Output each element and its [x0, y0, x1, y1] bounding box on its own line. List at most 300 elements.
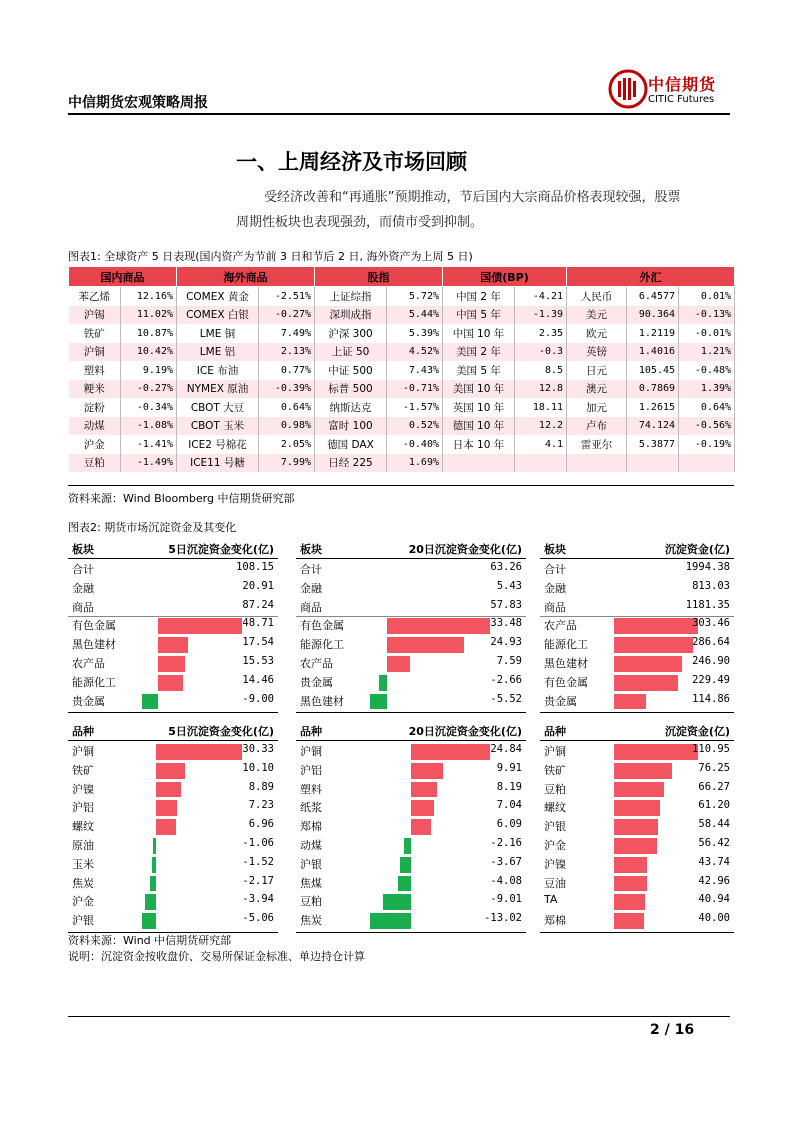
- panel-value-label: 5日沉淀资金变化(亿): [168, 543, 274, 556]
- table-cell: -0.39%: [259, 380, 315, 399]
- table-row: [69, 306, 735, 325]
- bar-value-label: -3.94: [242, 893, 274, 906]
- bar-value-label: 229.49: [692, 673, 730, 686]
- table-cell: 6.4577: [627, 287, 679, 306]
- table-cell: 德国 10 年: [443, 417, 515, 436]
- table-cell: -0.19%: [679, 435, 735, 454]
- bar-label: 铁矿: [544, 763, 566, 777]
- panel-row-value: 63.26: [490, 561, 522, 573]
- bar-label: 沪银: [72, 914, 94, 928]
- bar-label: 有色金属: [300, 619, 344, 633]
- bar-label: 豆粕: [544, 782, 566, 796]
- panel-row-label: 金融: [300, 581, 322, 595]
- asset-performance-table: [68, 266, 735, 472]
- bar-label: 沪铜: [300, 745, 322, 758]
- figure2-note: 说明：沉淀资金按收盘价、交易所保证金标准、单边持仓计算: [68, 950, 365, 963]
- table-cell: 7.49%: [259, 324, 315, 343]
- panel-top-rule: [540, 558, 734, 559]
- table-row: [69, 417, 735, 436]
- table-cell: 纳斯达克: [315, 398, 387, 417]
- bar-label: 豆油: [544, 876, 566, 890]
- table-cell: LME 铜: [177, 324, 259, 343]
- bar-value-label: 24.93: [490, 636, 522, 649]
- bar: [400, 857, 412, 873]
- table-cell: 74.124: [627, 417, 679, 436]
- table-cell: 0.77%: [259, 361, 315, 380]
- table-cell: 2.13%: [259, 343, 315, 362]
- figure1-title: 图表1: 全球资产 5 日表现(国内资产为节前 3 日和节后 2 日, 海外资产为上周 5 日): [68, 250, 473, 263]
- table-cell: 0.01%: [679, 287, 735, 306]
- bar-label: 郑棉: [544, 914, 566, 928]
- table-header-row: [69, 267, 735, 287]
- table-cell: -1.41%: [121, 435, 177, 454]
- bar-value-label: 76.25: [698, 761, 730, 774]
- bar-value-label: 17.54: [242, 636, 274, 649]
- table-bottom-rule: [68, 485, 734, 486]
- panel-top-rule: [68, 740, 278, 741]
- table-cell: ICE2 号棉花: [177, 435, 259, 454]
- bar-value-label: 8.89: [248, 780, 274, 793]
- paragraph-line-1: 受经济改善和“再通胀”预期推动，节后国内大宗商品价格表现较强，股票: [264, 190, 681, 205]
- panel-row-label: 合计: [544, 563, 566, 576]
- header-overseas-commodities: 海外商品: [177, 267, 315, 287]
- table-cell: 7.99%: [259, 454, 315, 473]
- table-cell: -1.49%: [121, 454, 177, 473]
- table-row: [69, 435, 735, 454]
- bar: [614, 894, 645, 910]
- table-cell: 2.35: [515, 324, 567, 343]
- bar-label: 沪铝: [300, 763, 322, 777]
- table-cell: 德国 DAX: [315, 435, 387, 454]
- panel-top-rule: [296, 740, 526, 741]
- table-cell: ICE 布油: [177, 361, 259, 380]
- panel-top-rule: [296, 558, 526, 559]
- bar: [370, 694, 387, 710]
- panel-col-label: 板块: [300, 543, 322, 556]
- table-cell: 美国 10 年: [443, 380, 515, 399]
- table-cell: 沪金: [69, 435, 121, 454]
- bar: [150, 876, 156, 892]
- table-cell: 0.64%: [259, 398, 315, 417]
- bar-value-label: 10.10: [242, 761, 274, 774]
- table-cell: -1.08%: [121, 417, 177, 436]
- bar-value-label: 246.90: [692, 655, 730, 667]
- panel-row-label: 商品: [72, 600, 94, 614]
- bar-label: 沪银: [300, 857, 322, 871]
- panel-bottom-rule: [296, 932, 526, 933]
- bar-label: 黑色建材: [300, 694, 344, 708]
- table-cell: 沪锡: [69, 306, 121, 325]
- table-cell: 富时 100: [315, 417, 387, 436]
- table-cell: 1.2615: [627, 398, 679, 417]
- bar-label: 郑棉: [300, 820, 322, 834]
- section-title: 一、上周经济及市场回顾: [236, 150, 467, 174]
- bar-label: 铁矿: [72, 763, 94, 777]
- panel-row-value: 1181.35: [685, 598, 730, 611]
- bar-label: 贵金属: [544, 694, 577, 708]
- bar-label: 农产品: [300, 657, 333, 670]
- bar-value-label: 66.27: [698, 780, 730, 793]
- bar: [152, 857, 156, 873]
- table-cell: 中国 5 年: [443, 306, 515, 325]
- bar: [142, 913, 156, 929]
- table-cell: -0.01%: [679, 324, 735, 343]
- header-fx: 外汇: [567, 267, 735, 287]
- table-cell: 8.5: [515, 361, 567, 380]
- bar: [411, 800, 433, 816]
- table-cell: 5.72%: [387, 287, 443, 306]
- bar: [158, 675, 183, 691]
- panel-value-label: 沉淀资金(亿): [664, 543, 730, 556]
- table-cell: 标普 500: [315, 380, 387, 399]
- table-cell: [627, 454, 679, 473]
- panel-bottom-rule: [68, 712, 278, 713]
- bar: [411, 782, 437, 798]
- panel-row-label: 金融: [72, 581, 94, 595]
- panel-value-label: 沉淀资金(亿): [664, 725, 730, 738]
- table-row: [69, 398, 735, 417]
- bar-label: 能源化工: [544, 638, 588, 652]
- table-cell: 5.3877: [627, 435, 679, 454]
- table-cell: 中国 10 年: [443, 324, 515, 343]
- bar-value-label: 6.09: [496, 818, 522, 831]
- table-cell: 塑料: [69, 361, 121, 380]
- table-cell: 日元: [567, 361, 627, 380]
- panel-row-value: 57.83: [490, 598, 522, 611]
- table-cell: -0.34%: [121, 398, 177, 417]
- table-cell: 10.42%: [121, 343, 177, 362]
- table-cell: 9.19%: [121, 361, 177, 380]
- table-cell: 澳元: [567, 380, 627, 399]
- bar-label: 沪铜: [544, 745, 566, 758]
- bar-label: 能源化工: [300, 638, 344, 652]
- bar-value-label: -2.16: [490, 837, 522, 849]
- table-cell: 0.64%: [679, 398, 735, 417]
- table-cell: -0.3: [515, 343, 567, 362]
- table-cell: LME 铝: [177, 343, 259, 362]
- table-cell: -1.39: [515, 306, 567, 325]
- bar: [142, 694, 158, 710]
- table-cell: 0.52%: [387, 417, 443, 436]
- table-cell: 深圳成指: [315, 306, 387, 325]
- panel-row-label: 合计: [300, 563, 322, 576]
- bar: [614, 876, 647, 892]
- panel-row-label: 商品: [544, 600, 566, 614]
- bar: [156, 763, 185, 779]
- panel-top-rule: [68, 558, 278, 559]
- table-row: [69, 324, 735, 343]
- table-row: [69, 361, 735, 380]
- table-cell: 英镑: [567, 343, 627, 362]
- bar-label: 沪金: [72, 895, 94, 909]
- panel-value-label: 20日沉淀资金变化(亿): [408, 543, 522, 556]
- table-cell: 中证 500: [315, 361, 387, 380]
- panel-row-value: 5.43: [496, 579, 522, 592]
- table-cell: 粳米: [69, 380, 121, 399]
- table-cell: -2.51%: [259, 287, 315, 306]
- panel-top-rule: [540, 740, 734, 741]
- table-cell: 1.2119: [627, 324, 679, 343]
- bar-label: 贵金属: [300, 675, 333, 689]
- bar-label: 动煤: [300, 839, 322, 852]
- table-cell: 铁矿: [69, 324, 121, 343]
- bar-label: 原油: [72, 839, 94, 852]
- bar-value-label: 9.91: [496, 761, 522, 774]
- bar-label: 纸浆: [300, 801, 322, 815]
- table-cell: COMEX 白银: [177, 306, 259, 325]
- bar-value-label: -4.08: [490, 874, 522, 887]
- bar-value-label: 6.96: [248, 818, 274, 831]
- bar-value-label: 30.33: [242, 743, 274, 755]
- bar-value-label: 286.64: [692, 636, 730, 649]
- table-row: [69, 343, 735, 362]
- bar-label: 有色金属: [72, 619, 116, 633]
- table-cell: -0.27%: [121, 380, 177, 399]
- table-cell: 美国 5 年: [443, 361, 515, 380]
- panel-bottom-rule: [540, 932, 734, 933]
- table-cell: CBOT 大豆: [177, 398, 259, 417]
- table-cell: 沪铜: [69, 343, 121, 362]
- panel-col-label: 品种: [72, 725, 94, 738]
- header-stock-indices: 股指: [315, 267, 443, 287]
- bar-label: 农产品: [72, 657, 105, 670]
- bar-value-label: 24.84: [490, 743, 522, 755]
- bar-value-label: -1.52: [242, 855, 274, 868]
- logo-chinese-name: 中信期货: [648, 75, 717, 94]
- bar: [156, 800, 176, 816]
- bar: [379, 675, 387, 691]
- bar-value-label: -9.01: [490, 893, 522, 906]
- table-cell: -1.57%: [387, 398, 443, 417]
- table-cell: 1.39%: [679, 380, 735, 399]
- bar-value-label: 48.71: [242, 617, 274, 630]
- bar-value-label: 40.94: [698, 893, 730, 906]
- header-rule: [68, 113, 730, 115]
- bar-value-label: -5.52: [490, 692, 522, 705]
- bar: [614, 694, 646, 710]
- panel-row-label: 金融: [544, 581, 566, 595]
- table-cell: ICE11 号糖: [177, 454, 259, 473]
- bar-value-label: 56.42: [698, 837, 730, 849]
- bar-label: 贵金属: [72, 694, 105, 708]
- footer-rule: [68, 1016, 730, 1017]
- panel-col-label: 板块: [544, 543, 566, 556]
- bar: [614, 913, 644, 929]
- table-cell: 12.16%: [121, 287, 177, 306]
- bar-label: 焦炭: [72, 876, 94, 890]
- table-cell: 加元: [567, 398, 627, 417]
- bar: [145, 894, 156, 910]
- table-cell: 4.1: [515, 435, 567, 454]
- bar-value-label: 33.48: [490, 617, 522, 630]
- panel-value-label: 20日沉淀资金变化(亿): [408, 725, 522, 738]
- panel-row-value: 87.24: [242, 598, 274, 611]
- table-cell: 7.43%: [387, 361, 443, 380]
- table-cell: 动煤: [69, 417, 121, 436]
- bar-label: 沪铜: [72, 745, 94, 758]
- header-bonds: 国债(BP): [443, 267, 567, 287]
- panel-bottom-rule: [296, 712, 526, 713]
- bar-label: 农产品: [544, 619, 577, 633]
- table-cell: NYMEX 原油: [177, 380, 259, 399]
- panel-row-value: 813.03: [692, 579, 730, 592]
- bar-value-label: 7.23: [248, 799, 274, 812]
- bar-value-label: -9.00: [242, 692, 274, 705]
- panel-col-label: 品种: [544, 725, 566, 738]
- bar: [404, 838, 411, 854]
- bar-value-label: 61.20: [698, 799, 730, 812]
- bar-label: 沪镍: [544, 857, 566, 871]
- bar-value-label: 110.95: [692, 743, 730, 755]
- bar: [411, 819, 430, 835]
- table-cell: 人民币: [567, 287, 627, 306]
- table-cell: 1.69%: [387, 454, 443, 473]
- bar: [158, 656, 185, 672]
- table-cell: 1.21%: [679, 343, 735, 362]
- bar-value-label: 40.00: [698, 912, 730, 925]
- bar-label: 沪银: [544, 820, 566, 834]
- header-domestic-commodities: 国内商品: [69, 267, 177, 287]
- bar-value-label: 114.86: [692, 692, 730, 705]
- table-cell: 美国 2 年: [443, 343, 515, 362]
- panel-col-label: 品种: [300, 725, 322, 738]
- table-cell: -0.13%: [679, 306, 735, 325]
- bar-value-label: 43.74: [698, 855, 730, 868]
- table-cell: 1.4016: [627, 343, 679, 362]
- table-cell: -0.56%: [679, 417, 735, 436]
- bar: [158, 637, 188, 653]
- table-cell: 2.05%: [259, 435, 315, 454]
- bar-label: 螺纹: [72, 820, 94, 834]
- table-row: [69, 287, 735, 306]
- table-cell: 12.8: [515, 380, 567, 399]
- bar-label: 螺纹: [544, 801, 566, 815]
- table-cell: 105.45: [627, 361, 679, 380]
- bar: [156, 819, 176, 835]
- panel-row-label: 商品: [300, 600, 322, 614]
- page-number: 2 / 16: [650, 1022, 695, 1038]
- bar-label: 焦煤: [300, 876, 322, 890]
- bar: [370, 913, 411, 929]
- bar-label: 玉米: [72, 857, 94, 871]
- bar-label: 沪镍: [72, 782, 94, 796]
- bar-label: 豆粕: [300, 895, 322, 909]
- bar: [156, 782, 181, 798]
- bar-label: 沪金: [544, 839, 566, 852]
- bar: [387, 656, 410, 672]
- table-cell: 日经 225: [315, 454, 387, 473]
- table-cell: 11.02%: [121, 306, 177, 325]
- bar-value-label: 7.04: [496, 799, 522, 812]
- bar-value-label: 14.46: [242, 673, 274, 686]
- bar-label: 能源化工: [72, 675, 116, 689]
- panel-row-value: 108.15: [236, 561, 274, 573]
- table-cell: 上证综指: [315, 287, 387, 306]
- table-cell: 5.44%: [387, 306, 443, 325]
- bar: [383, 894, 412, 910]
- table-cell: 美元: [567, 306, 627, 325]
- panel-row-value: 20.91: [242, 579, 274, 592]
- table-cell: 雷亚尔: [567, 435, 627, 454]
- table-cell: 豆粕: [69, 454, 121, 473]
- figure1-source: 资料来源：Wind Bloomberg 中信期货研究部: [68, 492, 295, 505]
- table-cell: 上证 50: [315, 343, 387, 362]
- bar-value-label: 58.44: [698, 818, 730, 831]
- table-cell: 中国 2 年: [443, 287, 515, 306]
- bar-value-label: -2.17: [242, 874, 274, 887]
- bar-value-label: -2.66: [490, 673, 522, 686]
- figure2-source: 资料来源：Wind 中信期货研究部: [68, 934, 232, 947]
- table-cell: -0.48%: [679, 361, 735, 380]
- bar-label: 焦炭: [300, 914, 322, 928]
- table-cell: 10.87%: [121, 324, 177, 343]
- table-cell: -4.21: [515, 287, 567, 306]
- panel-row-label: 合计: [72, 563, 94, 576]
- bar-value-label: 15.53: [242, 655, 274, 667]
- table-cell: 90.364: [627, 306, 679, 325]
- table-cell: 英国 10 年: [443, 398, 515, 417]
- table-cell: 18.11: [515, 398, 567, 417]
- table-row: [69, 380, 735, 399]
- table-row: [69, 454, 735, 473]
- table-cell: [679, 454, 735, 473]
- bar-value-label: -3.67: [490, 855, 522, 868]
- bar-value-label: -13.02: [484, 912, 522, 925]
- bar: [398, 876, 411, 892]
- panel-row-value: 1994.38: [685, 561, 730, 573]
- bar: [153, 838, 156, 854]
- bar: [614, 857, 647, 873]
- bar-label: 黑色建材: [72, 638, 116, 652]
- table-cell: 欧元: [567, 324, 627, 343]
- report-title: 中信期货宏观策略周报: [68, 95, 208, 111]
- paragraph-line-2: 周期性板块也表现强劲，而债市受到抑制。: [236, 215, 484, 230]
- bar-label: 有色金属: [544, 675, 588, 689]
- panel-value-label: 5日沉淀资金变化(亿): [168, 725, 274, 738]
- bar-value-label: 8.19: [496, 780, 522, 793]
- bar-value-label: -1.06: [242, 837, 274, 849]
- table-cell: 4.52%: [387, 343, 443, 362]
- table-cell: CBOT 玉米: [177, 417, 259, 436]
- table-cell: 5.39%: [387, 324, 443, 343]
- bar-label: 塑料: [300, 782, 322, 796]
- figure2-title: 图表2: 期货市场沉淀资金及其变化: [68, 521, 237, 534]
- table-cell: 日本 10 年: [443, 435, 515, 454]
- table-cell: -0.71%: [387, 380, 443, 399]
- bar-label: 黑色建材: [544, 657, 588, 670]
- table-cell: 卢布: [567, 417, 627, 436]
- panel-col-label: 板块: [72, 543, 94, 556]
- table-cell: 沪深 300: [315, 324, 387, 343]
- table-cell: 0.7869: [627, 380, 679, 399]
- bar-label: 沪铝: [72, 801, 94, 815]
- table-cell: [515, 454, 567, 473]
- bar-label: TA: [544, 893, 558, 907]
- table-cell: -0.27%: [259, 306, 315, 325]
- bar-value-label: -5.06: [242, 912, 274, 925]
- table-cell: 0.98%: [259, 417, 315, 436]
- table-cell: 淀粉: [69, 398, 121, 417]
- bar-value-label: 7.59: [496, 655, 522, 667]
- table-cell: [567, 454, 627, 473]
- bar-value-label: 42.96: [698, 874, 730, 887]
- logo-english-name: CITIC Futures: [648, 94, 715, 105]
- table-cell: 苯乙烯: [69, 287, 121, 306]
- table-cell: COMEX 黄金: [177, 287, 259, 306]
- bar-value-label: 303.46: [692, 617, 730, 630]
- table-cell: 12.2: [515, 417, 567, 436]
- panel-bottom-rule: [540, 712, 734, 713]
